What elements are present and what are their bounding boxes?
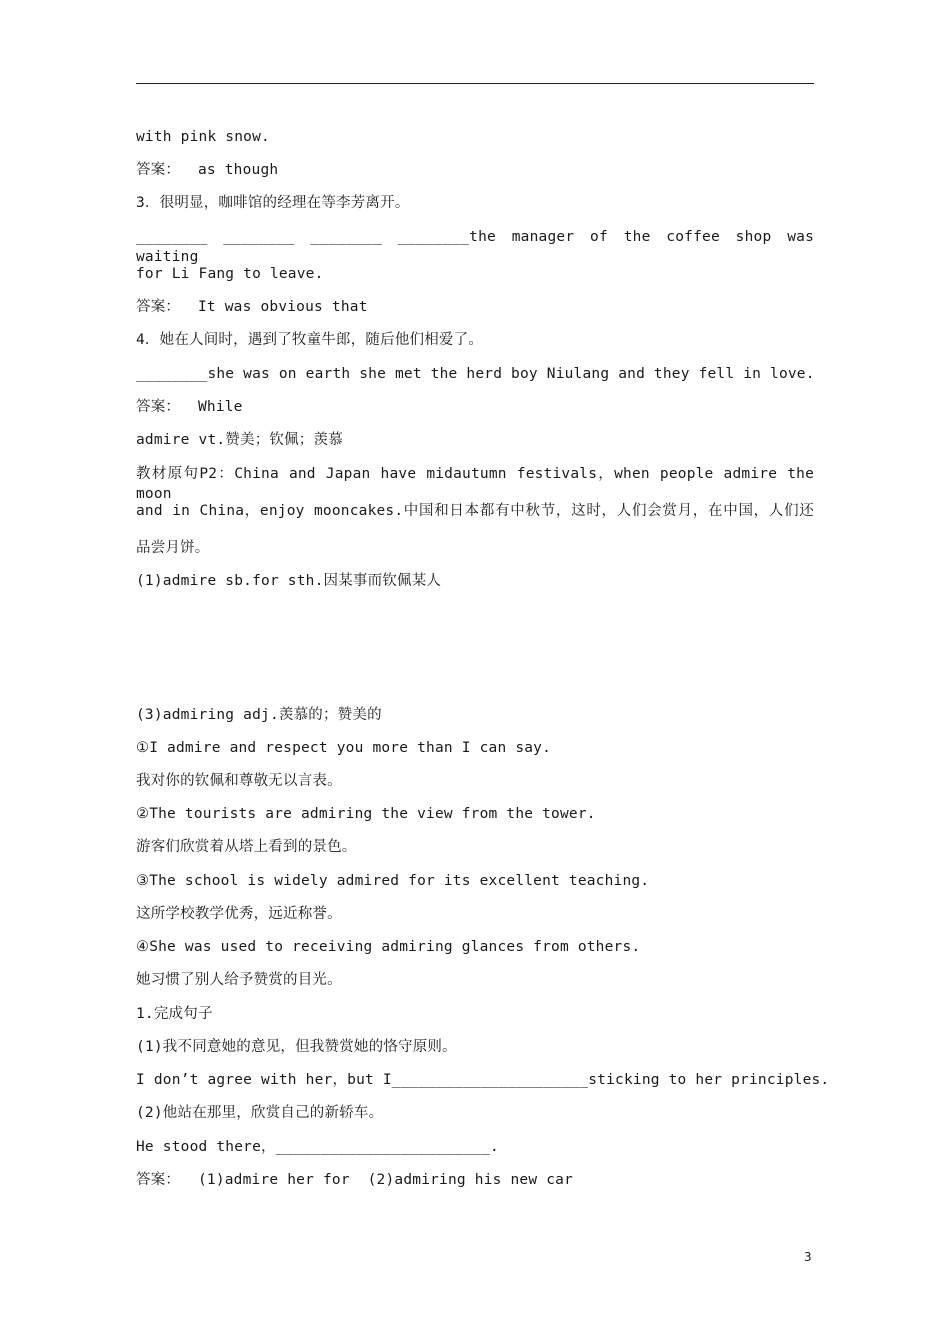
example-translation: 这所学校教学优秀，远近称誉。 [136,906,342,922]
vocab-heading: admire vt.赞美；钦佩；羡慕 [136,432,343,448]
answer-line: 答案： (1)admire her for (2)admiring his new car [136,1172,574,1188]
example-translation: 游客们欣赏着从塔上看到的景色。 [136,839,357,855]
answer-line: 答案： as though [136,162,279,178]
textbook-sentence-line: and in China，enjoy mooncakes.中国和日本都有中秋节，这时，人们会赏月，在中国，人们还 [136,503,814,519]
example-sentence: ①I admire and respect you more than I can say. [136,740,552,756]
example-translation: 她习惯了别人给予赞赏的目光。 [136,972,342,988]
fill-blank-line: He stood there，________________________. [136,1139,499,1155]
text-line: for Li Fang to leave. [136,266,324,282]
header-rule [136,83,814,84]
example-sentence: ②The tourists are admiring the view from the tower. [136,806,596,822]
textbook-sentence-line: 教材原句P2：China and Japan have midautumn festivals，when people admire the moon [136,466,814,502]
question-line: (1)我不同意她的意见，但我赞赏她的恪守原则。 [136,1039,457,1055]
answer-line: 答案： While [136,399,243,415]
text-line: with pink snow. [136,129,270,145]
fill-blank-line: ________she was on earth she met the herd boy Niulang and they fell in love. [136,366,815,382]
textbook-sentence-line: 品尝月饼。 [136,540,210,556]
fill-blank-line: ________ ________ ________ ________the manager of the coffee shop was waiting [136,229,814,265]
question-line: 3．很明显，咖啡馆的经理在等李芳离开。 [136,195,410,211]
page-number: 3 [804,1250,812,1264]
example-sentence: ③The school is widely admired for its excellent teaching. [136,873,650,889]
fill-blank-line: I don’t agree with her，but I______________________sticking to her principles. [136,1072,830,1088]
answer-line: 答案： It was obvious that [136,299,368,315]
example-sentence: ④She was used to receiving admiring glances from others. [136,939,641,955]
usage-line: (1)admire sb.for sth.因某事而钦佩某人 [136,573,442,589]
example-translation: 我对你的钦佩和尊敬无以言表。 [136,773,342,789]
usage-line: (3)admiring adj.羡慕的；赞美的 [136,707,382,723]
question-line: 4．她在人间时，遇到了牧童牛郎，随后他们相爱了。 [136,332,484,348]
exercise-heading: 1.完成句子 [136,1006,213,1022]
question-line: (2)他站在那里，欣赏自己的新轿车。 [136,1105,384,1121]
